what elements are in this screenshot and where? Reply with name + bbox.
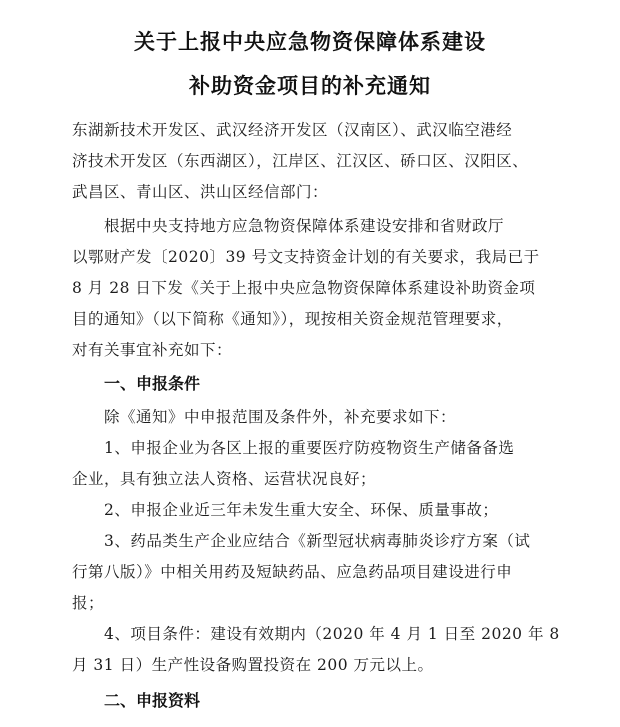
section-lead: 除《通知》中申报范围及条件外，补充要求如下： (104, 408, 457, 426)
requirement-item-1: 企业，具有独立法人资格、运营状况良好； (72, 470, 377, 488)
addressee-line: 武昌区、青山区、洪山区经信部门： (72, 183, 329, 201)
document-title-line-2: 补助资金项目的补充通知 (189, 74, 431, 98)
intro-paragraph-line: 目的通知》（以下简称《通知》），现按相关资金规范管理要求， (72, 310, 513, 328)
requirement-item-3: 行第八版）》中相关用药及短缺药品、应急药品项目建设进行申 (72, 563, 513, 581)
section-heading-materials: 二、申报资料 (104, 691, 201, 710)
intro-paragraph-line: 对有关事宜补充如下： (72, 341, 233, 359)
intro-paragraph-line: 8 月 28 日下发《关于上报中央应急物资保障体系建设补助资金项 (72, 279, 536, 297)
intro-paragraph-line: 根据中央支持地方应急物资保障体系建设安排和省财政厅 (104, 217, 505, 235)
requirement-item-3: 3、药品类生产企业应结合《新型冠状病毒肺炎诊疗方案（试 (104, 532, 531, 550)
requirement-item-2: 2、申报企业近三年未发生重大安全、环保、质量事故； (104, 501, 499, 519)
requirement-item-3: 报； (72, 594, 105, 612)
requirement-item-4: 月 31 日）生产性设备购置投资在 200 万元以上。 (72, 656, 434, 674)
intro-paragraph-line: 以鄂财产发〔2020〕39 号文支持资金计划的有关要求，我局已于 (72, 248, 540, 266)
addressee-line: 济技术开发区（东西湖区），江岸区、江汉区、硚口区、汉阳区、 (72, 152, 529, 170)
requirement-item-1: 1、申报企业为各区上报的重要医疗防疫物资生产储备备选 (104, 439, 515, 457)
requirement-item-4: 4、项目条件：建设有效期内（2020 年 4 月 1 日至 2020 年 8 (104, 625, 560, 643)
document-title-line-1: 关于上报中央应急物资保障体系建设 (134, 30, 486, 54)
section-heading-conditions: 一、申报条件 (104, 374, 201, 393)
addressee-line: 东湖新技术开发区、武汉经济开发区（汉南区）、武汉临空港经 (72, 121, 513, 139)
